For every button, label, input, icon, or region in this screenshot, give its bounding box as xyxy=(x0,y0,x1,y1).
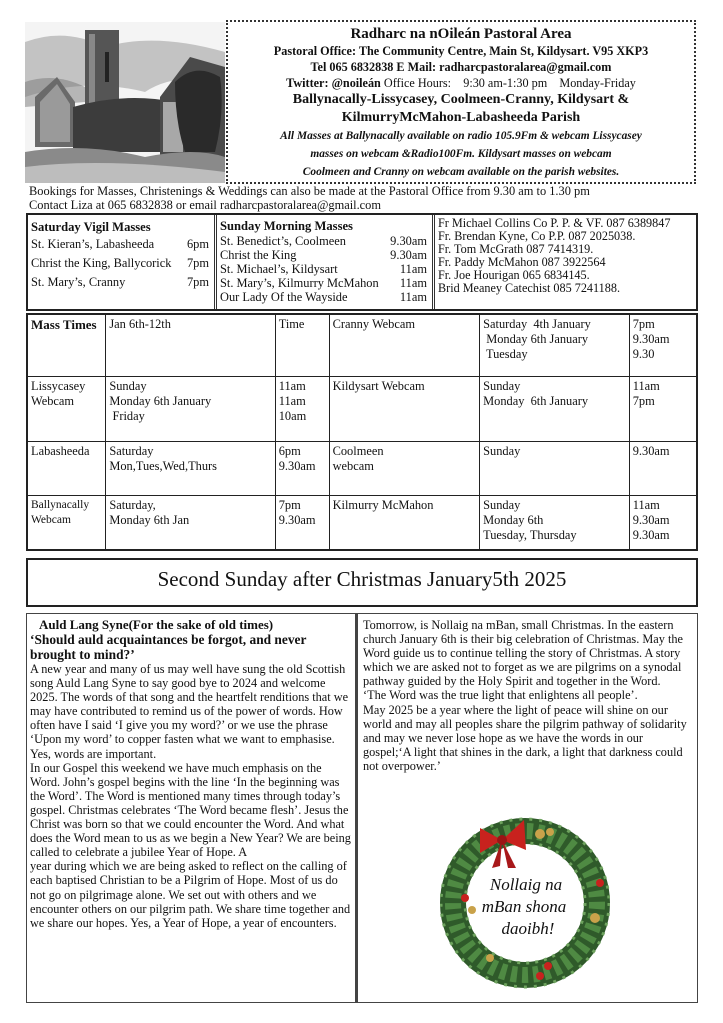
bookings-line-2: Contact Liza at 065 6832838 or email radharcpastoralarea@gmail.com xyxy=(29,197,382,212)
days-cell-line: Monday 6th January xyxy=(483,332,589,346)
priest-contact: Fr. Tom McGrath 087 7414319. xyxy=(438,242,594,256)
church-name: St. Benedict’s, Coolmeen xyxy=(220,234,346,248)
days-cell-line: Sunday xyxy=(483,443,521,458)
days-cell-line: Saturday, xyxy=(109,497,156,512)
time-cell xyxy=(275,376,329,441)
sunday-mass-item xyxy=(220,234,432,248)
sunday-title-banner: Second Sunday after Christmas January5th 2025 xyxy=(26,558,698,607)
days-cell xyxy=(480,376,630,441)
article-paragraph: year during which we are being asked to reflect on the calling of each baptised Christian to be a Pilgrim of Hope. Most of us do not go on pilgrimage alone. We set out with others and we encounter others on our pilgrim path. We share time together and we share our hopes. Yes, a Year of Hope, a year of encounters. xyxy=(30,859,351,930)
days-cell xyxy=(480,314,630,376)
church-name: St. Mary’s, Cranny xyxy=(31,275,126,289)
days-cell-line: Tuesday xyxy=(483,347,528,361)
church-ruins-illustration xyxy=(25,22,225,183)
location-cell xyxy=(329,314,480,376)
sunday-morning-heading: Sunday Morning Masses xyxy=(220,219,353,233)
mass-time: 11am xyxy=(399,276,427,290)
time-cell-line: 10am xyxy=(278,408,307,423)
location-cell: Lissycasey Webcam xyxy=(27,376,106,441)
church-name: St. Kieran’s, Labasheeda xyxy=(31,237,155,251)
time-cell xyxy=(275,314,329,376)
office-address: Pastoral Office: The Community Centre, Main St, Kildysart. V95 XKP3 xyxy=(273,44,649,58)
mass-time: 7pm xyxy=(186,275,209,289)
days-cell xyxy=(106,495,275,550)
contact-line: Tel 065 6832838 E Mail: radharcpastoralarea@gmail.com xyxy=(310,60,612,74)
priest-contact: Fr Michael Collins Co P. P. & VF. 087 6389847 xyxy=(438,216,671,230)
time-cell xyxy=(629,376,697,441)
days-cell xyxy=(106,441,275,495)
sunday-mass-item xyxy=(220,248,432,262)
mass-times-row xyxy=(27,441,697,495)
location-cell-line: Kildysart Webcam xyxy=(332,378,425,393)
priest-contact: Fr. Joe Hourigan 065 6834145. xyxy=(438,268,590,282)
mass-time: 7pm xyxy=(186,256,209,270)
location-cell: Labasheeda xyxy=(27,441,106,495)
mass-times-row xyxy=(27,376,697,441)
wreath-greeting-line-2: mBan shona xyxy=(481,897,567,916)
time-cell-line: 7pm xyxy=(632,317,655,331)
church-name: Christ the King xyxy=(220,248,297,262)
church-name: Christ the King, Ballycorick xyxy=(31,256,172,270)
mass-schedule-summary xyxy=(26,213,698,311)
days-cell-line: Jan 6th-12th xyxy=(109,317,171,331)
saturday-vigil-column xyxy=(28,215,217,309)
days-cell-line: Tuesday, Thursday xyxy=(483,527,577,542)
time-cell-line: 9.30am xyxy=(632,512,670,527)
time-cell-line: 11am xyxy=(278,393,306,408)
article-paragraph: A new year and many of us may well have sung the old Scottish song Auld Lang Syne to say good bye to 2024 and welcome 2025. The words of that song and the heartfelt renditions that we may have contributed to remind us of the power of words. How often have I said ‘I give you my word?’ or we use the phrase ‘Upon my word’ to copper fasten what we want to emphasise. Yes, words are important. xyxy=(30,662,349,761)
bookings-line-1: Bookings for Masses, Christenings & Weddings can also be made at the Pastoral Office from 9.30 am to 1.30 pm xyxy=(29,184,590,198)
pastoral-area-title: Radharc na nOileán Pastoral Area xyxy=(350,26,572,42)
article-auld-lang-syne xyxy=(26,613,357,1003)
time-cell-line: 7pm xyxy=(632,393,655,408)
location-cell xyxy=(329,441,480,495)
wreath-greeting-line-1: Nollaig na xyxy=(489,875,563,894)
mass-time: 6pm xyxy=(186,237,209,251)
church-name: St. Mary’s, Kilmurry McMahon xyxy=(220,276,379,290)
vigil-mass-item xyxy=(31,235,214,254)
time-cell xyxy=(629,314,697,376)
days-cell-line: Friday xyxy=(109,408,145,423)
office-hours-label: Office Hours: xyxy=(383,76,452,90)
time-cell-line: 9.30am xyxy=(632,527,670,542)
pastoral-area-header xyxy=(226,20,696,184)
sunday-mass-item xyxy=(220,262,432,276)
office-hours-time: 9:30 am-1:30 pm xyxy=(463,76,548,90)
article-paragraph: In our Gospel this weekend we have much emphasis on the Word. John’s gospel begins with the line ‘In the beginning was the Word’. The Word is mentioned many times through today’s gospel. Christmas celebrates ‘The Word became flesh’. Jesus the Christ was born so that we could encounter the Word. And what does the Word mean to us as we begin a New Year? We are being called to celebrate a jubilee Year of Hope. A xyxy=(30,760,351,860)
days-cell-line: Saturday 4th January xyxy=(483,317,591,331)
twitter-handle: Twitter: @noileán xyxy=(286,76,381,90)
church-name: Our Lady Of the Wayside xyxy=(220,290,348,304)
priests-column xyxy=(435,215,696,309)
vigil-mass-item xyxy=(31,254,214,273)
wreath-greeting-line-3: daoibh! xyxy=(501,919,555,938)
mass-time: 11am xyxy=(399,290,427,304)
time-cell-line: 11am xyxy=(278,378,306,393)
time-cell-line: 9.30am xyxy=(632,443,670,458)
priest-contact: Fr. Brendan Kyne, Co P.P. 087 2025038. xyxy=(438,229,636,243)
time-cell-line: 9.30am xyxy=(632,332,670,346)
church-name: St. Michael’s, Kildysart xyxy=(220,262,338,276)
location-cell-line: Coolmeen xyxy=(332,443,384,458)
time-cell xyxy=(629,441,697,495)
priest-contact: Brid Meaney Catechist 085 7241188. xyxy=(438,281,620,295)
days-cell-line: Sunday xyxy=(483,497,521,512)
broadcast-line-2: masses on webcam &Radio100Fm. Kildysart masses on webcam xyxy=(310,148,612,160)
days-cell-line: Sunday xyxy=(483,378,521,393)
days-cell-line: Sunday xyxy=(109,378,147,393)
office-hours-days: Monday-Friday xyxy=(559,76,636,90)
location-cell-line: Cranny Webcam xyxy=(332,317,415,331)
parish-line-1: Ballynacally-Lissycasey, Coolmeen-Cranny, Kildysart & xyxy=(292,92,630,107)
days-cell-line: Saturday xyxy=(109,443,154,458)
saturday-vigil-heading: Saturday Vigil Masses xyxy=(31,220,151,234)
time-cell-line: 6pm xyxy=(278,443,301,458)
time-cell xyxy=(629,495,697,550)
mass-time: 9.30am xyxy=(390,248,427,262)
sunday-mass-item xyxy=(220,276,432,290)
location-cell: Ballynacally Webcam xyxy=(27,495,106,550)
days-cell-line: Monday 6th January xyxy=(109,393,212,408)
days-cell xyxy=(106,376,275,441)
christmas-wreath-illustration xyxy=(440,798,610,998)
mass-times-table xyxy=(26,313,698,551)
time-cell-line: 7pm xyxy=(278,497,301,512)
mass-time: 11am xyxy=(399,262,427,276)
mass-time: 9.30am xyxy=(390,234,427,248)
mass-times-row xyxy=(27,314,697,376)
time-cell xyxy=(275,441,329,495)
location-cell: Mass Times xyxy=(27,314,106,376)
location-cell xyxy=(329,376,480,441)
days-cell xyxy=(480,495,630,550)
days-cell xyxy=(106,314,275,376)
time-cell-line: 9.30am xyxy=(278,458,316,473)
article-quote: ‘The Word was the true light that enlightens all people’. xyxy=(363,688,638,703)
bookings-notice xyxy=(29,185,709,212)
parish-line-2: KilmurryMcMahon-Labasheeda Parish xyxy=(341,110,581,125)
days-cell-line: Mon,Tues,Wed,Thurs xyxy=(109,458,217,473)
vigil-mass-item xyxy=(31,273,214,292)
location-cell xyxy=(329,495,480,550)
days-cell xyxy=(480,441,630,495)
time-cell-line: 9.30 xyxy=(632,347,655,361)
article-paragraph: May 2025 be a year where the light of peace will shine on our world and may all peoples share the pilgrim pathway of solidarity and may we never lose hope as we have the words in our gospel;‘A light that shines in the dark, a light that darkness could not overpower.’ xyxy=(363,702,687,773)
sunday-mass-item xyxy=(220,290,432,304)
broadcast-line-3: Coolmeen and Cranny on webcam available on the parish websites. xyxy=(302,166,620,178)
time-cell-line: 9.30am xyxy=(278,512,316,527)
article-heading: Auld Lang Syne(For the sake of old times) xyxy=(39,617,274,632)
days-cell-line: Monday 6th January xyxy=(483,393,589,408)
time-cell-line: Time xyxy=(278,317,305,331)
days-cell-line: Monday 6th Jan xyxy=(109,512,190,527)
article-paragraph: Tomorrow, is Nollaig na mBan, small Christmas. In the eastern church January 6th is their big celebration of Christmas. May the Word guide us to continue telling the story of Christmas. A story which we are asked not to forget as we are pilgrims on a synodal pathway guided by the Holy Spirit and together in the Word. xyxy=(363,618,683,689)
location-cell-line: webcam xyxy=(332,458,374,473)
broadcast-line-1: All Masses at Ballynacally available on radio 105.9Fm & webcam Lissycasey xyxy=(280,130,642,142)
mass-times-row xyxy=(27,495,697,550)
time-cell xyxy=(275,495,329,550)
days-cell-line: Monday 6th xyxy=(483,512,544,527)
location-cell-line: Kilmurry McMahon xyxy=(332,497,434,512)
time-cell-line: 11am xyxy=(632,378,660,393)
sunday-morning-column xyxy=(217,215,435,309)
time-cell-line: 11am xyxy=(632,497,660,512)
priest-contact: Fr. Paddy McMahon 087 3922564 xyxy=(438,255,606,269)
article-subheading: ‘Should auld acquaintances be forgot, and never brought to mind?’ xyxy=(30,632,307,662)
twitter-hours-line xyxy=(228,75,694,91)
